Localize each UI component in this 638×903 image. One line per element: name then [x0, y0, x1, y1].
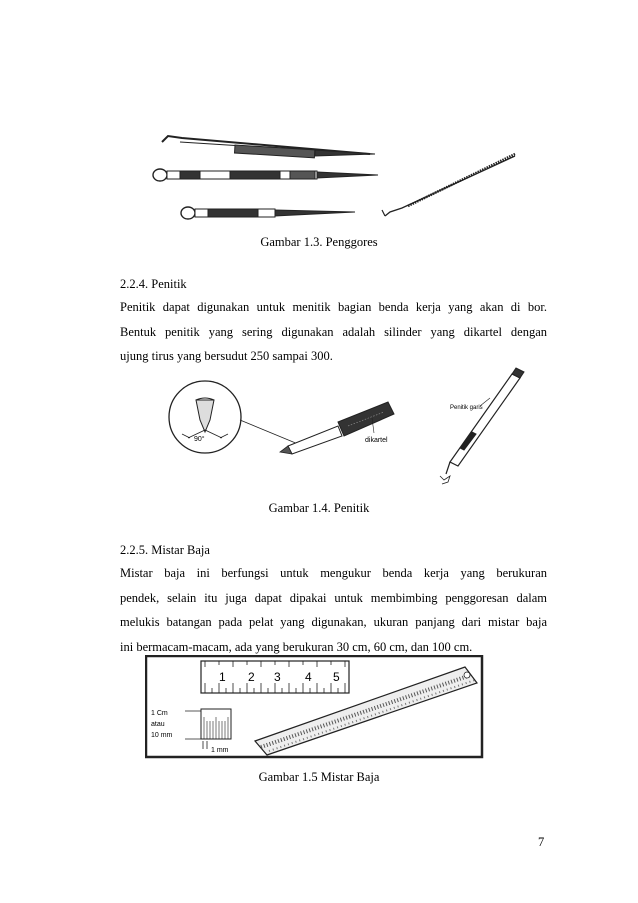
- figure-mistar-baja-illustration: [145, 655, 485, 759]
- label-1mm: 1 mm: [211, 747, 229, 754]
- paragraph-line: Bentuk penitik yang sering digunakan adalah silinder yang dikartel dengan: [120, 324, 547, 339]
- figure-1-5-caption: Gambar 1.5 Mistar Baja: [258, 770, 380, 784]
- scriber-hook-top: [162, 136, 375, 158]
- label-1cm: 1 Cm: [151, 710, 168, 717]
- paragraph-line: Penitik dapat digunakan untuk menitik bagian benda kerja yang akan di bor.: [120, 300, 547, 314]
- label-atau: atau: [151, 721, 165, 728]
- paragraph-line: melukis batangan pada pelat yang digunakan, ukuran panjang dari mistar baja: [120, 615, 547, 629]
- figure-frame: [146, 656, 482, 757]
- ruler-number: 1: [219, 670, 226, 684]
- pen-punch-label: Penitik garis: [450, 405, 483, 411]
- ruler-number: 2: [248, 670, 255, 684]
- angle-label: 90°: [194, 436, 205, 443]
- paragraph-line: Mistar baja ini berfungsi untuk mengukur benda kerja yang berukuran: [120, 566, 547, 580]
- ruler-number: 4: [305, 670, 312, 684]
- section-2-2-5-paragraph: [120, 561, 547, 659]
- tip-detail-circle: [169, 381, 241, 453]
- figure-1-3-caption: Gambar 1.3. Penggores: [260, 235, 378, 249]
- scriber-diagonal: [382, 154, 515, 216]
- paragraph-line: pendek, selain itu juga dapat dipakai untuk membimbing penggoresan dalam: [120, 590, 547, 605]
- ruler-number: 3: [274, 670, 281, 684]
- scriber-long-middle: [153, 169, 378, 181]
- figure-penitik-illustration: [160, 362, 530, 492]
- section-2-2-5-heading: 2.2.5. Mistar Baja: [120, 543, 210, 557]
- figure-penggores-illustration: [140, 128, 530, 224]
- paragraph-line: ujung tirus yang bersudut 250 sampai 300.: [120, 349, 333, 363]
- detail-connector-line: [240, 420, 298, 444]
- center-punch: [280, 402, 394, 454]
- section-2-2-4-paragraph: [120, 295, 547, 369]
- label-10mm: 10 mm: [151, 732, 173, 739]
- section-2-2-4-heading: 2.2.4. Penitik: [120, 277, 187, 291]
- pen-center-punch: [440, 368, 524, 484]
- scriber-bottom: [181, 207, 355, 219]
- figure-1-4-caption: Gambar 1.4. Penitik: [268, 501, 370, 515]
- page-number: 7: [538, 835, 545, 849]
- knurl-label: dikartel: [365, 437, 388, 444]
- pen-punch-pointer: [480, 398, 490, 406]
- paragraph-line: ini bermacam-macam, ada yang berukuran 30 cm, 60 cm, dan 100 cm.: [120, 639, 473, 654]
- ruler-number: 5: [333, 670, 340, 684]
